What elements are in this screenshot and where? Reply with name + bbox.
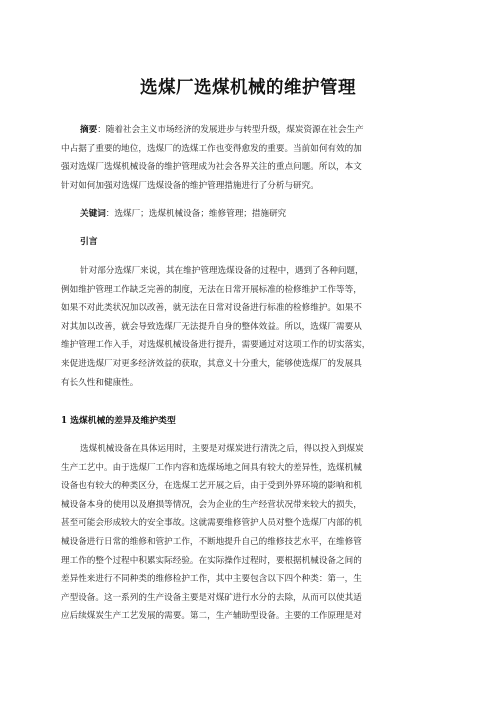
intro-heading: 引言 <box>80 237 98 247</box>
intro-paragraph <box>61 262 441 392</box>
abstract-label: 摘要 <box>80 125 98 135</box>
abstract-line: 中占据了重要的地位，选煤厂的选煤工作也变得愈发的重要。当前如何有效的加 <box>61 143 362 154</box>
intro-line: 维护管理工作入手，对选煤机械设备进行提升，需要通过对这项工作的切实落实， <box>61 340 371 351</box>
section-1-line: 械设备进行日常的维修和管护工作，不断地提升自己的维修技艺水平，在维修管 <box>61 536 362 547</box>
abstract-line: 摘要：随着社会主义市场经济的发展进步与转型升级，煤炭资源在社会生产 <box>80 125 364 135</box>
document-title: 选煤厂选煤机械的维护管理 <box>140 78 356 98</box>
intro-line: 例如维护管理工作缺乏完善的制度，无法在日常开展标准的检修维护工作等等， <box>61 284 362 295</box>
section-1-line: 甚至可能会形成较大的安全事故。这就需要维修管护人员对整个选煤厂内部的机 <box>61 518 362 529</box>
section-1-paragraph <box>61 440 441 626</box>
section-1-line: 理工作的整个过程中积累实际经验。在实际操作过程时，要根据机械设备之间的 <box>61 555 362 566</box>
intro-line: 对其加以改善，就会导致选煤厂无法提升自身的整体效益。所以，选煤厂需要从 <box>61 321 362 332</box>
abstract-line: 针对如何加强对选煤厂选煤设备的维护管理措施进行了分析与研究。 <box>61 180 319 191</box>
intro-line: 有长久性和健康性。 <box>61 377 139 388</box>
intro-line: 来促进选煤厂对更多经济效益的获取，其意义十分重大，能够使选煤厂的发展具 <box>61 358 362 369</box>
abstract-line: 强对选煤厂选煤机械设备的维护管理成为社会各界关注的重点问题。所以，本文 <box>61 162 362 173</box>
keywords-text: ：选煤厂；选煤机械设备；维修管理；措施研究 <box>105 209 287 219</box>
section-1-line: 产型设备。这一系列的生产设备主要是对煤矿进行水分的去除，从而可以使其适 <box>61 592 362 603</box>
section-1-line: 械设备本身的使用以及磨损等情况，会为企业的生产经营状况带来较大的损失， <box>61 499 362 510</box>
abstract-block <box>61 121 441 195</box>
section-1-line: 选煤机械设备在具体运用时，主要是对煤炭进行清洗之后，得以投入到煤炭 <box>80 444 364 454</box>
section-1-line: 差异性来进行不同种类的维修检护工作，其中主要包含以下四个种类：第一，生 <box>61 574 362 585</box>
keywords-block <box>61 205 441 224</box>
intro-line: 如果不对此类状况加以改善，就无法在日常对设备进行标准的检修维护。如果不 <box>61 303 362 314</box>
intro-line: 针对部分选煤厂来说，其在维护管理选煤设备的过程中，遇到了各种问题， <box>80 266 364 276</box>
section-1-line: 生产工艺中。由于选煤厂工作内容和选煤场地之间具有较大的差异性，选煤机械 <box>61 462 362 473</box>
keywords-line <box>61 205 441 224</box>
section-1-line: 应后续煤炭生产工艺发展的需要。第二，生产辅助型设备。主要的工作原理是对 <box>61 611 362 622</box>
section-1-line: 设备也有较大的种类区分，在选煤工艺开展之后，由于受到外界环境的影响和机 <box>61 481 362 492</box>
keywords-label: 关键词 <box>80 209 106 219</box>
section-1-heading: 1 选煤机械的差异及维护类型 <box>61 416 176 426</box>
